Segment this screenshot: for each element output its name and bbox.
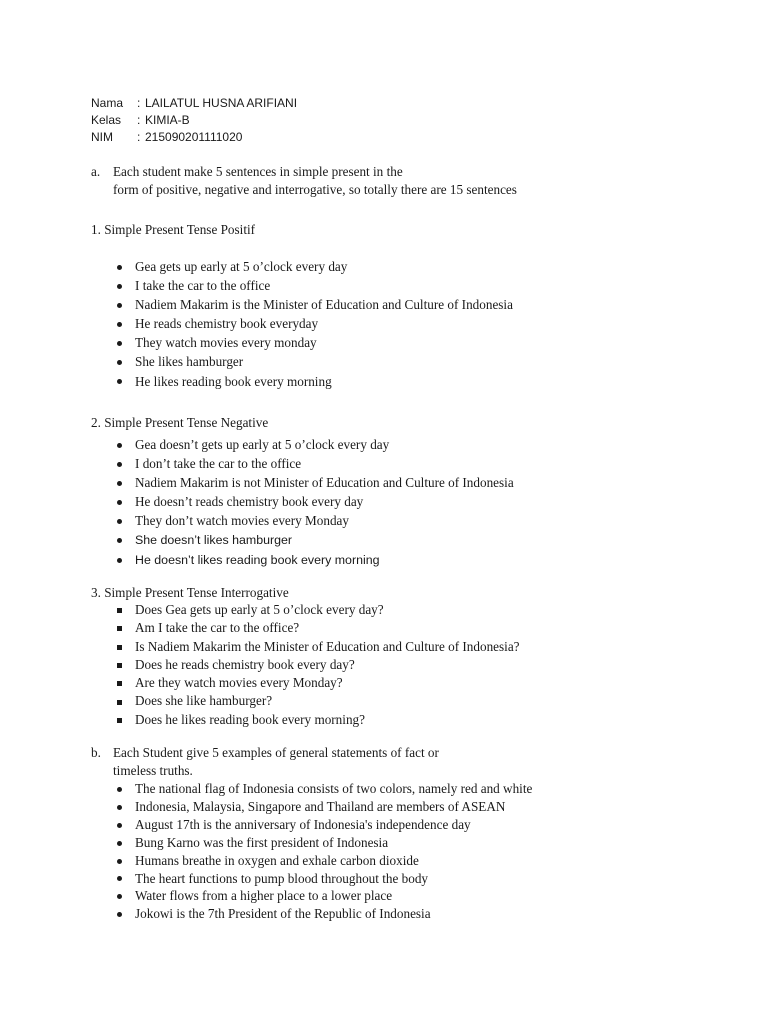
identity-value: KIMIA-B bbox=[145, 113, 190, 127]
identity-row-class bbox=[91, 112, 297, 129]
list-item-text: Does he likes reading book every morning? bbox=[135, 711, 365, 727]
part3-heading: 3. Simple Present Tense Interrogative bbox=[91, 585, 289, 600]
list-item-text: He doesn’t likes reading book every morning bbox=[135, 553, 380, 567]
list-item bbox=[113, 511, 514, 530]
list-item-text: Gea gets up early at 5 o’clock every day bbox=[135, 259, 348, 274]
list-item bbox=[113, 816, 532, 834]
list-item-text: Does Gea gets up early at 5 o’clock every day? bbox=[135, 602, 384, 617]
part1-list bbox=[113, 257, 513, 391]
list-item bbox=[113, 492, 514, 511]
identity-value: LAILATUL HUSNA ARIFIANI bbox=[145, 96, 298, 110]
list-item-text: She likes hamburger bbox=[135, 354, 244, 370]
list-item-text: I don’t take the car to the office bbox=[135, 456, 302, 471]
list-item-text: Does he reads chemistry book every day? bbox=[135, 656, 355, 672]
list-item-text: They don’t watch movies every Monday bbox=[135, 513, 350, 528]
identity-row-name bbox=[91, 95, 297, 112]
list-item bbox=[113, 887, 532, 905]
section-b-instructions bbox=[91, 744, 651, 780]
section-marker: b. bbox=[91, 745, 101, 760]
identity-label: NIM bbox=[91, 130, 113, 144]
list-item bbox=[113, 295, 513, 314]
list-item-text: He doesn’t reads chemistry book every day bbox=[135, 494, 364, 509]
list-item bbox=[113, 372, 513, 391]
part2-list bbox=[113, 435, 514, 570]
list-item-text: Jokowi is the 7th President of the Republic of Indonesia bbox=[135, 906, 431, 922]
list-item-text: Am I take the car to the office? bbox=[135, 620, 300, 636]
section-b-line2: timeless truths. bbox=[113, 763, 193, 778]
section-b-line1: Each Student give 5 examples of general statements of fact or bbox=[113, 745, 439, 760]
list-item bbox=[113, 780, 532, 798]
list-item bbox=[113, 333, 513, 352]
list-item bbox=[113, 454, 514, 473]
section-a-instructions bbox=[91, 163, 651, 199]
list-item bbox=[113, 656, 520, 674]
identity-separator: : bbox=[137, 113, 141, 127]
list-item bbox=[113, 638, 520, 656]
list-item bbox=[113, 798, 532, 816]
list-item bbox=[113, 314, 513, 333]
identity-label: Nama bbox=[91, 96, 124, 110]
list-item bbox=[113, 619, 520, 637]
list-item-text: Is Nadiem Makarim the Minister of Education and Culture of Indonesia? bbox=[135, 638, 520, 654]
list-item-text: Indonesia, Malaysia, Singapore and Thailand are members of ASEAN bbox=[135, 798, 506, 814]
list-item-text: Nadiem Makarim is not Minister of Education and Culture of Indonesia bbox=[135, 475, 514, 490]
list-item bbox=[113, 352, 513, 371]
list-item-text: Bung Karno was the first president of Indonesia bbox=[135, 834, 389, 850]
part3-list bbox=[113, 601, 520, 729]
section-a-line2: form of positive, negative and interrogative, so totally there are 15 sentences bbox=[113, 182, 517, 197]
identity-separator: : bbox=[137, 96, 141, 110]
list-item bbox=[113, 276, 513, 295]
list-item-text: She doesn’t likes hamburger bbox=[135, 533, 293, 547]
section-a-line1: Each student make 5 sentences in simple present in the bbox=[113, 164, 403, 179]
identity-value: 215090201111020 bbox=[145, 130, 243, 144]
list-item-text: He likes reading book every morning bbox=[135, 373, 332, 389]
list-item bbox=[113, 674, 520, 692]
identity-separator: : bbox=[137, 130, 141, 144]
list-item-text: The heart functions to pump blood throughout the body bbox=[135, 870, 429, 886]
list-item bbox=[113, 852, 532, 870]
identity-row-nim bbox=[91, 129, 297, 146]
list-item-text: Does she like hamburger? bbox=[135, 693, 273, 709]
list-item-text: The national flag of Indonesia consists of two colors, namely red and white bbox=[135, 781, 533, 796]
section-b-list bbox=[113, 780, 532, 923]
list-item bbox=[113, 601, 520, 619]
list-item bbox=[113, 550, 514, 570]
list-item-text: August 17th is the anniversary of Indonesia's independence day bbox=[135, 816, 471, 832]
list-item bbox=[113, 473, 514, 492]
section-marker: a. bbox=[91, 164, 101, 179]
list-item-text: Are they watch movies every Monday? bbox=[135, 675, 343, 691]
list-item bbox=[113, 870, 532, 888]
list-item bbox=[113, 711, 520, 729]
list-item bbox=[113, 435, 514, 454]
list-item-text: He reads chemistry book everyday bbox=[135, 316, 319, 332]
list-item-text: Water flows from a higher place to a lower place bbox=[135, 888, 393, 904]
list-item-text: Nadiem Makarim is the Minister of Education and Culture of Indonesia bbox=[135, 297, 513, 313]
list-item-text: Gea doesn’t gets up early at 5 o’clock every day bbox=[135, 437, 390, 452]
list-item bbox=[113, 257, 513, 276]
list-item-text: Humans breathe in oxygen and exhale carbon dioxide bbox=[135, 852, 419, 868]
student-identity bbox=[91, 95, 297, 146]
identity-label: Kelas bbox=[91, 113, 122, 127]
list-item-text: I take the car to the office bbox=[135, 278, 271, 294]
list-item bbox=[113, 692, 520, 710]
part2-heading: 2. Simple Present Tense Negative bbox=[91, 415, 269, 430]
list-item bbox=[113, 530, 514, 550]
list-item-text: They watch movies every monday bbox=[135, 335, 317, 351]
list-item bbox=[113, 834, 532, 852]
list-item bbox=[113, 905, 532, 923]
part1-heading: 1. Simple Present Tense Positif bbox=[91, 222, 256, 237]
